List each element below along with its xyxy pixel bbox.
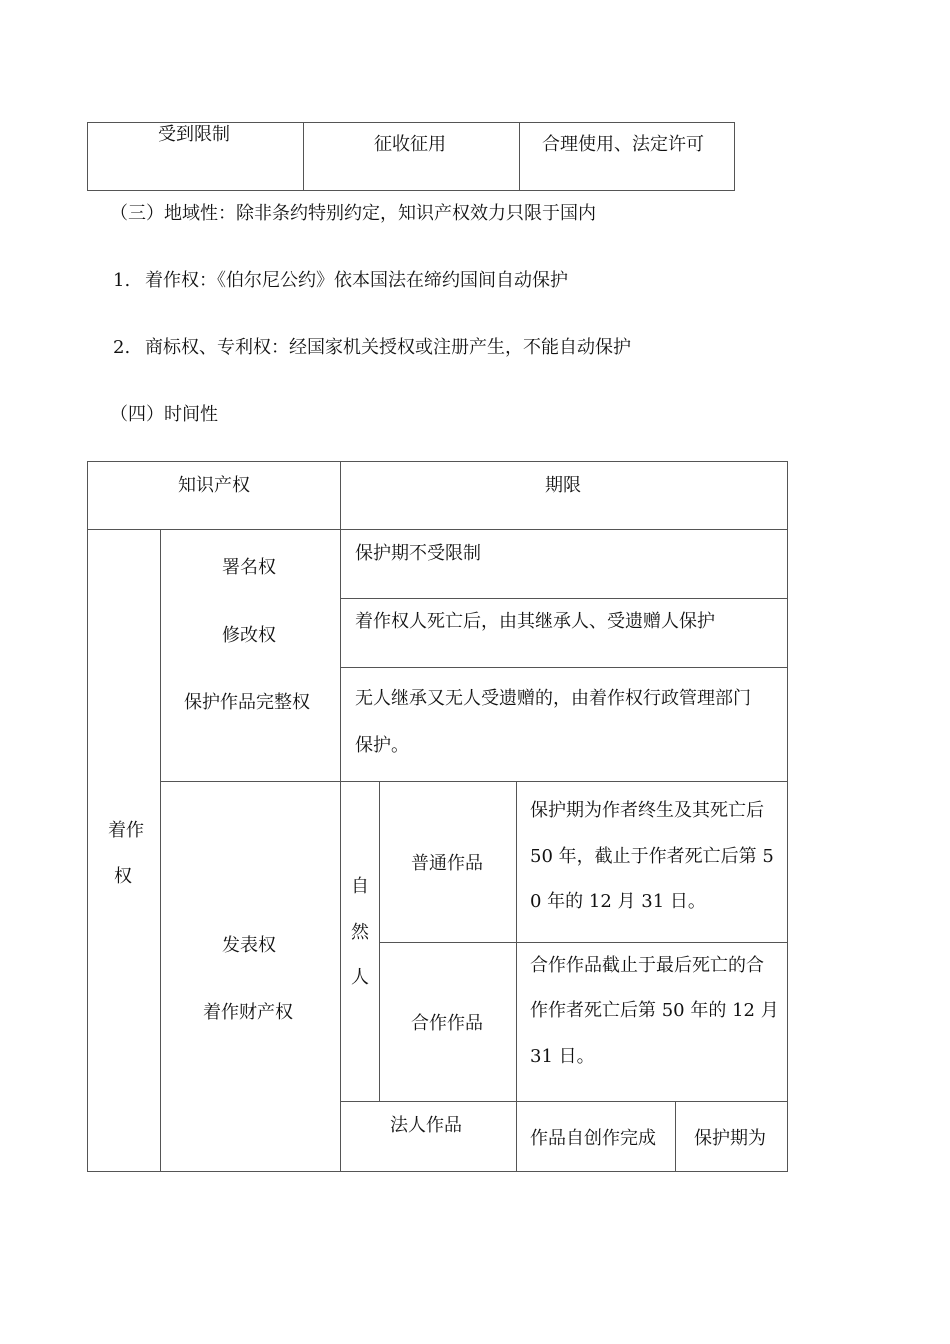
term-text: 无人继承又无人受遗赠的，由着作权行政管理部门 [355,688,751,709]
copyright-label: 着作 [108,820,144,841]
header-ip: 知识产权 [178,475,250,496]
list-item-number: 1. [113,270,131,291]
term-text: 保护期为作者终生及其死亡后 [530,800,764,821]
moral-right: 修改权 [222,625,276,646]
term-text: 0 年的 12 月 31 日。 [530,891,706,912]
section-heading-territoriality: （三）地域性：除非条约特别约定，知识产权效力只限于国内 [110,203,596,224]
term-text: 保护。 [355,735,409,756]
moral-right: 保护作品完整权 [184,692,310,713]
section-heading-timeliness: （四）时间性 [110,404,218,425]
natural-person-label: 自 [351,876,369,897]
list-item: 商标权、专利权：经国家机关授权或注册产生，不能自动保护 [145,337,631,358]
header-term: 期限 [545,475,581,496]
term-text: 作品自创作完成 [530,1128,656,1149]
economic-right: 发表权 [222,935,276,956]
table-cell: 征收征用 [374,134,446,155]
term-text: 作作者死亡后第 50 年的 12 月 [530,1000,779,1021]
term-text: 31 日。 [530,1046,595,1067]
term-text: 保护期为 [694,1128,766,1149]
moral-right: 署名权 [222,557,276,578]
table-cell: 受到限制 [158,124,230,145]
work-type-label: 合作作品 [411,1013,483,1034]
work-type-label: 法人作品 [390,1115,462,1136]
economic-right: 着作财产权 [203,1002,293,1023]
natural-person-label: 人 [351,967,369,988]
natural-person-label: 然 [351,922,369,943]
term-text: 保护期不受限制 [355,543,481,564]
copyright-label: 权 [114,866,132,887]
table-cell: 合理使用、法定许可 [542,134,704,155]
list-item: 着作权：《伯尔尼公约》依本国法在缔约国间自动保护 [145,270,568,291]
term-text: 合作作品截止于最后死亡的合 [530,955,764,976]
list-item-number: 2. [113,337,131,358]
term-text: 50 年，截止于作者死亡后第 5 [530,846,774,867]
term-text: 着作权人死亡后，由其继承人、受遗赠人保护 [355,611,715,632]
work-type-label: 普通作品 [411,853,483,874]
